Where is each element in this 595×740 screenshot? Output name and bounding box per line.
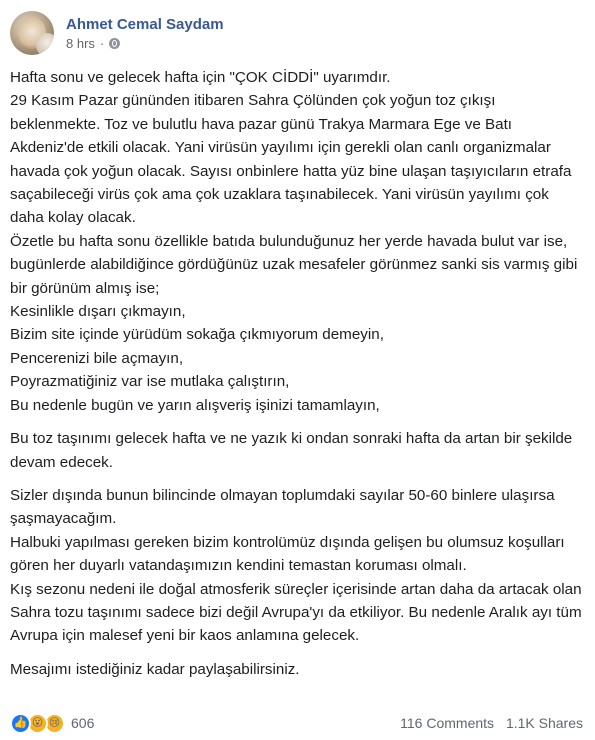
comments-count[interactable]: 116 Comments	[400, 715, 495, 731]
post-paragraph: Hafta sonu ve gelecek hafta için "ÇOK CİDDİ" uyarımdır. 29 Kasım Pazar gününden itibaren Sahra Çölünden çok yoğun toz çıkışı beklenmekte. Toz ve bulutlu hava pazar günü Trakya Marmara Ege ve Batı Akdeniz'de etkili olacak. Yani virüsün yayılımı için gerekli olan canlı organizmalar havada çok yoğun olacak. Sayısı onbinlere hatta yüz bine ulaşan taşıyıcıların etrafa saçabileceği virüs çok ama çok uzaklara taşınabilecek. Yani virüsün yayılımı çok daha kolay olacak. Özetle bu hafta sonu özellikle batıda bulunduğunuz her yerde havada bulut var ise, bugünlerde alabildiğince gördüğünüz uzak mesafeler görünmez sanki sis varmış gibi bir görünüm almış ise; Kesinlikle dışarı çıkmayın, Bizim site içinde yürüdüm sokağa çıkmıyorum demeyin, Pencerenizi bile açmayın, Poyrazmatiğiniz var ise mutlaka çalıştırın, Bu nedenle bugün ve yarın alışveriş işinizi tamamlayın,	[10, 69, 578, 414]
post-header	[10, 10, 224, 56]
post-body	[10, 66, 582, 681]
reactions-summary[interactable]	[10, 713, 94, 734]
sad-icon: 😢	[44, 713, 65, 734]
author-name[interactable]: Ahmet Cemal Saydam	[66, 16, 224, 33]
post-paragraph: Sizler dışında bunun bilincinde olmayan toplumdaki sayılar 50-60 binlere ulaşırsa şaşmayacağım. Halbuki yapılması gereken bizim kontrolümüz dışında gelişen bu olumsuz koşulları gören her duyarlı vatandaşımızın kendini temastan koruması olmalı. Kış sezonu nedeni ile doğal atmosferik süreçler içerisinde artan daha da artacak olan Sahra tozu taşınımı sadece bizi değil Avrupa'yı da etkiliyor. Bu nedenle Aralık ayı tüm Avrupa için malesef yeni bir kaos anlamına gelecek.	[10, 486, 582, 645]
reaction-count[interactable]: 606	[71, 715, 95, 731]
globe-icon[interactable]	[109, 38, 120, 49]
author-avatar[interactable]	[10, 11, 54, 55]
wow-icon: 😮	[27, 713, 48, 734]
separator-dot: ·	[99, 36, 105, 51]
post-meta	[66, 15, 224, 51]
post-paragraph: Bu toz taşınımı gelecek hafta ve ne yazık ki ondan sonraki hafta da artan bir şekilde devam edecek.	[10, 430, 577, 471]
post-footer	[10, 710, 583, 736]
avatar-dog	[36, 33, 54, 55]
post-paragraph: Mesajımı istediğiniz kadar paylaşabilirsiniz.	[10, 660, 300, 678]
timestamp-row	[66, 36, 224, 51]
post-timestamp[interactable]: 8 hrs	[66, 36, 95, 51]
engagement-stats	[400, 715, 583, 731]
shares-count[interactable]: 1.1K Shares	[505, 715, 583, 731]
like-icon: 👍	[10, 713, 31, 734]
